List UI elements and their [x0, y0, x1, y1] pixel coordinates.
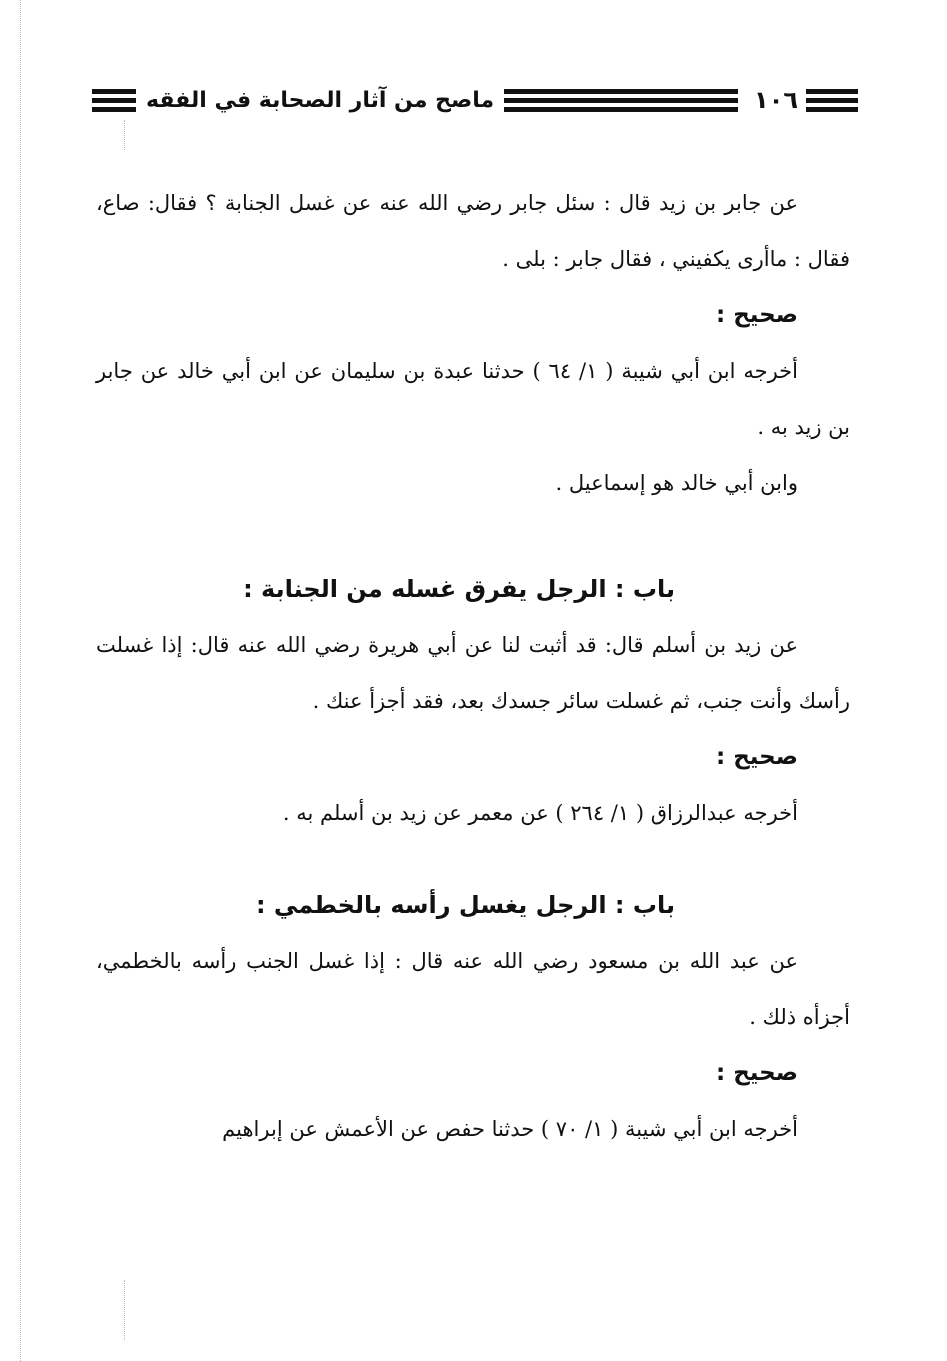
- section-gap: [96, 841, 850, 877]
- running-title: ماصح من آثار الصحابة في الفقه: [146, 87, 495, 113]
- athar-text: عن عبد الله بن مسعود رضي الله عنه قال : إذا غسل الجنب رأسه بالخطمي، أجزأه ذلك .: [96, 949, 850, 1029]
- header-rule-left: [92, 87, 136, 114]
- scan-dotted-line-center-2: [124, 1280, 125, 1340]
- grade-label: صحيح :: [716, 1060, 798, 1086]
- grade-label: صحيح :: [716, 302, 798, 328]
- chapter-heading: باب : الرجل يغسل رأسه بالخطمي :: [255, 891, 675, 919]
- section-gap: [96, 511, 850, 561]
- note-text: وابن أبي خالد هو إسماعيل .: [555, 471, 798, 495]
- athar-text: عن جابر بن زيد قال : سئل جابر رضي الله عنه عن غسل الجنابة ؟ فقال: صاع، فقال : ماأرى يكفيني ، فقال جابر : بلى .: [96, 191, 850, 271]
- takhrij-text: أخرجه ابن أبي شيبة ( ١/ ٦٤ ) حدثنا عبدة بن سليمان عن ابن أبي خالد عن جابر بن زيد به .: [96, 359, 850, 439]
- running-header: [92, 80, 858, 120]
- grade-label: صحيح :: [716, 744, 798, 770]
- header-rule-middle: [504, 87, 738, 114]
- takhrij-text: أخرجه ابن أبي شيبة ( ١/ ٧٠ ) حدثنا حفص عن الأعمش عن إبراهيم: [222, 1117, 798, 1141]
- page-number: ١٠٦: [754, 86, 798, 114]
- scan-dotted-line-left: [20, 0, 21, 1361]
- page-body: [96, 175, 850, 1157]
- scan-dotted-line-center: [124, 120, 125, 150]
- takhrij-text: أخرجه عبدالرزاق ( ١/ ٢٦٤ ) عن معمر عن زيد بن أسلم به .: [282, 801, 798, 825]
- athar-text: عن زيد بن أسلم قال: قد أثبت لنا عن أبي هريرة رضي الله عنه قال: إذا غسلت رأسك وأنت جنب، ثم غسلت سائر جسدك بعد، فقد أجزأ عنك .: [96, 633, 850, 713]
- header-rule-right: [806, 87, 858, 114]
- chapter-heading: باب : الرجل يفرق غسله من الجنابة :: [243, 575, 675, 603]
